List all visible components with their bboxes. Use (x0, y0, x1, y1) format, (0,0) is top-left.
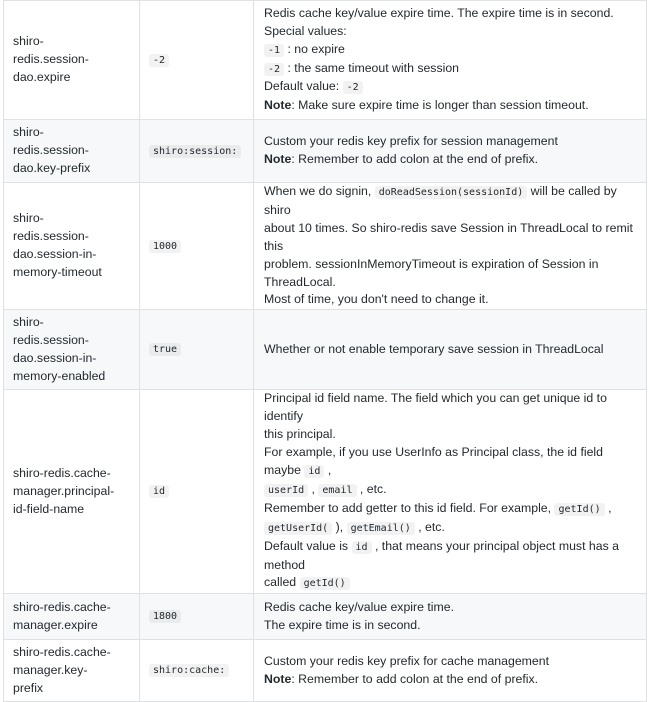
inline-code: -2 (343, 81, 363, 94)
description-text: called (264, 575, 297, 590)
table-row (4, 1, 647, 120)
property-name-cell (4, 120, 140, 183)
default-value: -2 (149, 54, 169, 67)
description-line (264, 671, 638, 689)
property-name: shiro- (13, 34, 44, 49)
description-line (264, 519, 638, 538)
inline-code: -2 (264, 63, 284, 76)
description-text: Remember to add getter to this id field. For example, (264, 500, 552, 515)
default-value-cell (140, 183, 254, 310)
property-name: dao.expire (13, 69, 71, 84)
description-text: : Remember to add colon at the end of prefix. (291, 671, 539, 686)
property-name: dao.session-in- (13, 247, 97, 262)
description-cell (254, 640, 647, 702)
property-name: memory-timeout (13, 265, 102, 280)
default-value: shiro:session: (149, 145, 241, 158)
property-name: dao.session-in- (13, 350, 97, 365)
property-name: redis.session- (13, 229, 89, 244)
description-cell (254, 120, 647, 183)
property-name: redis.session- (13, 52, 89, 67)
description-text: ), (335, 519, 344, 534)
description-line (264, 481, 638, 500)
inline-code: getEmail() (347, 522, 415, 535)
property-name: memory-enabled (13, 368, 106, 383)
inline-code: userId (264, 484, 308, 497)
description-text: Default value: (264, 79, 340, 94)
property-name: shiro-redis.cache- (13, 644, 111, 659)
description-line (264, 78, 638, 97)
property-name: id-field-name (13, 501, 85, 516)
inline-code: email (318, 484, 356, 497)
description-text: : Make sure expire time is longer than session timeout. (291, 98, 589, 113)
description-line (264, 183, 638, 220)
description-text: Redis cache key/value expire time. The expire time is in second. (264, 5, 614, 20)
description-text: Principal id field name. The field which you can get unique id to identify (264, 391, 607, 424)
table-row (4, 310, 647, 390)
inline-code: id (352, 541, 372, 554)
description-text: : no expire (287, 41, 345, 56)
table-row (4, 120, 647, 183)
description-line (264, 151, 638, 169)
property-name-cell (4, 640, 140, 702)
property-name: shiro-redis.cache- (13, 465, 111, 480)
description-line (264, 444, 638, 481)
description-text: Custom your redis key prefix for session management (264, 134, 558, 149)
table-row (4, 640, 647, 702)
description-text: Redis cache key/value expire time. (264, 599, 455, 614)
description-cell (254, 310, 647, 390)
default-value-cell (140, 1, 254, 120)
property-name: shiro- (13, 125, 44, 140)
default-value: 1000 (149, 240, 181, 253)
description-line (264, 500, 638, 519)
description-text: Most of time, you don't need to change it. (264, 292, 489, 307)
property-name-cell (4, 183, 140, 310)
inline-code: doReadSession(sessionId) (375, 186, 528, 199)
property-name: manager.principal- (13, 483, 115, 498)
property-name: manager.expire (13, 617, 98, 632)
description-text: , that means your principal object must has a method (264, 538, 619, 572)
description-text: , etc. (418, 519, 445, 534)
table-row (4, 183, 647, 310)
description-text: Custom your redis key prefix for cache management (264, 653, 550, 668)
default-value: 1800 (149, 610, 181, 623)
property-name-cell (4, 594, 140, 640)
description-text: For example, if you use UserInfo as Principal class, the id field maybe (264, 445, 603, 477)
description-text: will be called by shiro (264, 184, 617, 217)
default-value-cell (140, 310, 254, 390)
description-line (264, 97, 638, 115)
note-label: Note (264, 98, 292, 113)
default-value: shiro:cache: (149, 664, 229, 677)
property-name: prefix (13, 680, 44, 695)
default-value-cell (140, 640, 254, 702)
default-value: true (149, 343, 181, 356)
property-name-cell (4, 310, 140, 390)
default-value-cell (140, 594, 254, 640)
description-line (264, 60, 638, 79)
property-name: shiro-redis.cache- (13, 599, 111, 614)
property-name-cell (4, 1, 140, 120)
inline-code: id (304, 465, 324, 478)
description-cell (254, 594, 647, 640)
description-line (264, 41, 638, 60)
property-name: shiro- (13, 211, 44, 226)
default-value-cell (140, 390, 254, 594)
note-label: Note (264, 671, 292, 686)
description-text: , (327, 462, 332, 477)
property-name: redis.session- (13, 143, 89, 158)
description-cell (254, 1, 647, 120)
inline-code: -1 (264, 44, 284, 57)
property-name: redis.session- (13, 332, 89, 347)
description-cell (254, 183, 647, 310)
description-text: , (608, 500, 612, 515)
description-line (264, 574, 638, 593)
description-text: this principal. (264, 427, 336, 442)
table-row (4, 390, 647, 594)
inline-code: getUserId( (264, 522, 332, 535)
inline-code: getId() (554, 503, 604, 516)
description-text: When we do signin, (264, 184, 372, 198)
description-text: , (311, 481, 315, 496)
property-name: dao.key-prefix (13, 160, 91, 175)
property-name: shiro- (13, 315, 44, 330)
description-text: Default value is (264, 538, 349, 553)
description-text: Special values: (264, 23, 347, 38)
table-row (4, 594, 647, 640)
description-text: about 10 times. So shiro-redis save Session in ThreadLocal to remit this (264, 220, 633, 253)
property-name-cell (4, 390, 140, 594)
description-text: : the same timeout with session (287, 60, 460, 75)
description-text: Whether or not enable temporary save session in ThreadLocal (264, 341, 604, 356)
note-label: Note (264, 152, 292, 166)
description-text: , etc. (359, 481, 387, 496)
inline-code: getId() (300, 577, 350, 590)
config-table (3, 0, 647, 702)
default-value: id (149, 485, 169, 498)
description-text: : Remember to add colon at the end of prefix. (291, 152, 539, 166)
description-cell (254, 390, 647, 594)
description-text: problem. sessionInMemoryTimeout is expiration of Session in ThreadLocal. (264, 256, 599, 289)
description-text: The expire time is in second. (264, 617, 421, 632)
description-line (264, 538, 638, 575)
property-name: manager.key- (13, 662, 88, 677)
default-value-cell (140, 120, 254, 183)
